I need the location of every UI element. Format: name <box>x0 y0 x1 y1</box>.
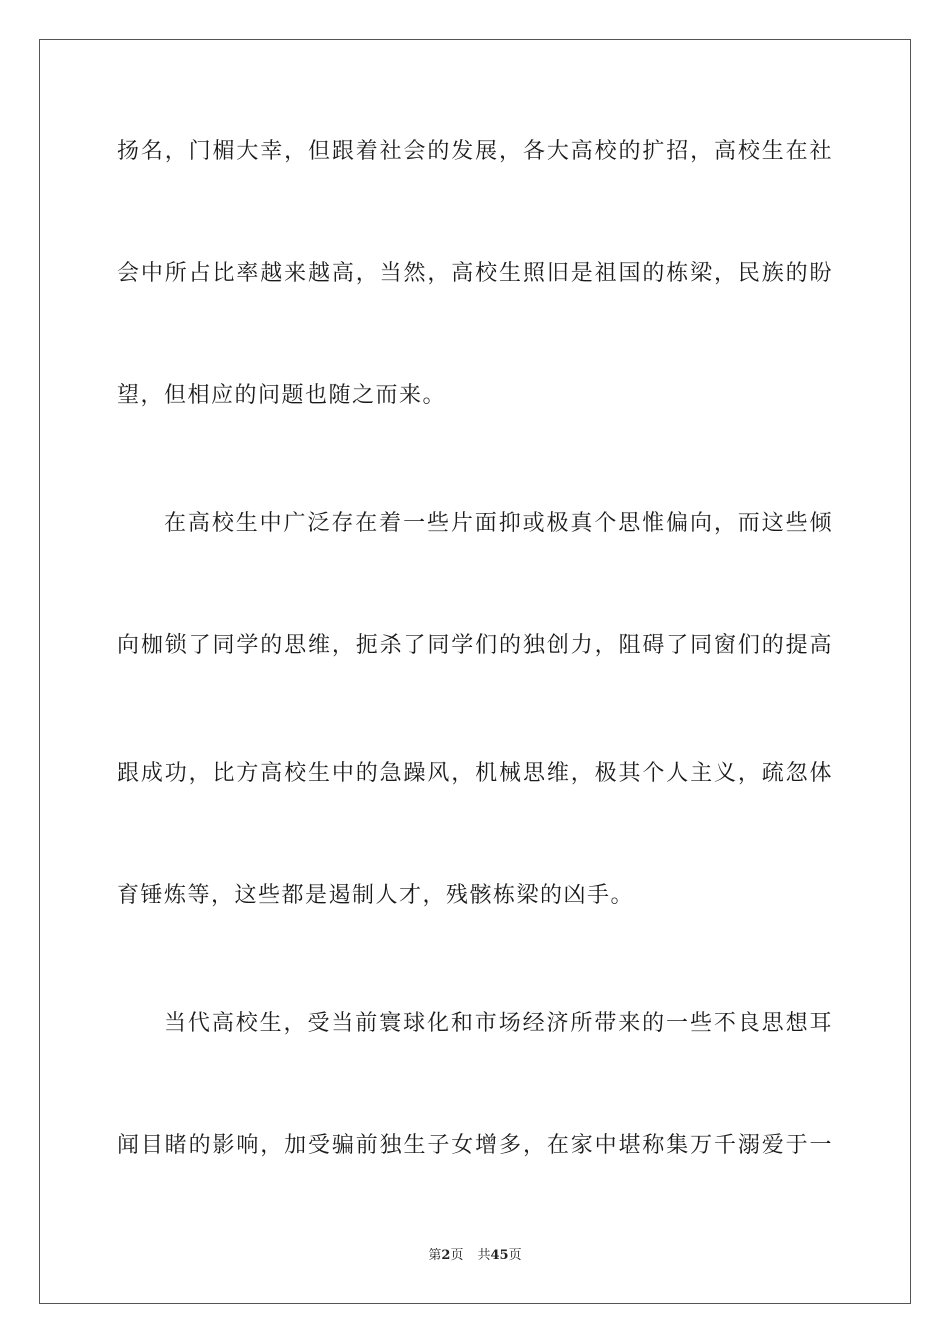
footer-page-number: 2 <box>441 1248 451 1263</box>
footer-total-pages: 45 <box>490 1248 509 1263</box>
footer-total-prefix: 共 <box>477 1248 491 1263</box>
paragraph-2-line-3: 跟成功，比方高校生中的急躁风，机械思维，极其个人主义，疏忽体 <box>117 761 833 786</box>
footer-total-suffix: 页 <box>508 1248 522 1263</box>
paragraph-3-line-1: 当代高校生，受当前寰球化和市场经济所带来的一些不良思想耳 <box>164 1011 833 1036</box>
footer-page-prefix: 第 <box>428 1248 442 1263</box>
paragraph-3-line-2: 闻目睹的影响，加受骗前独生子女增多，在家中堪称集万千溺爱于一 <box>117 1133 833 1158</box>
paragraph-1-line-1: 扬名，门楣大幸，但跟着社会的发展，各大高校的扩招，高校生在社 <box>117 139 833 164</box>
footer-page-suffix: 页 <box>450 1248 464 1263</box>
paragraph-2-line-1: 在高校生中广泛存在着一些片面抑或极真个思惟偏向，而这些倾 <box>164 511 833 536</box>
paragraph-1-line-3: 望，但相应的问题也随之而来。 <box>117 383 447 408</box>
page-footer <box>0 1247 950 1265</box>
paragraph-2-line-2: 向枷锁了同学的思维，扼杀了同学们的独创力，阻碍了同窗们的提高 <box>117 633 833 658</box>
paragraph-1-line-2: 会中所占比率越来越高，当然，高校生照旧是祖国的栋梁，民族的盼 <box>117 261 833 286</box>
paragraph-2-line-4: 育锤炼等，这些都是遏制人才，残骸栋梁的凶手。 <box>117 883 635 908</box>
page-border <box>39 39 911 1304</box>
